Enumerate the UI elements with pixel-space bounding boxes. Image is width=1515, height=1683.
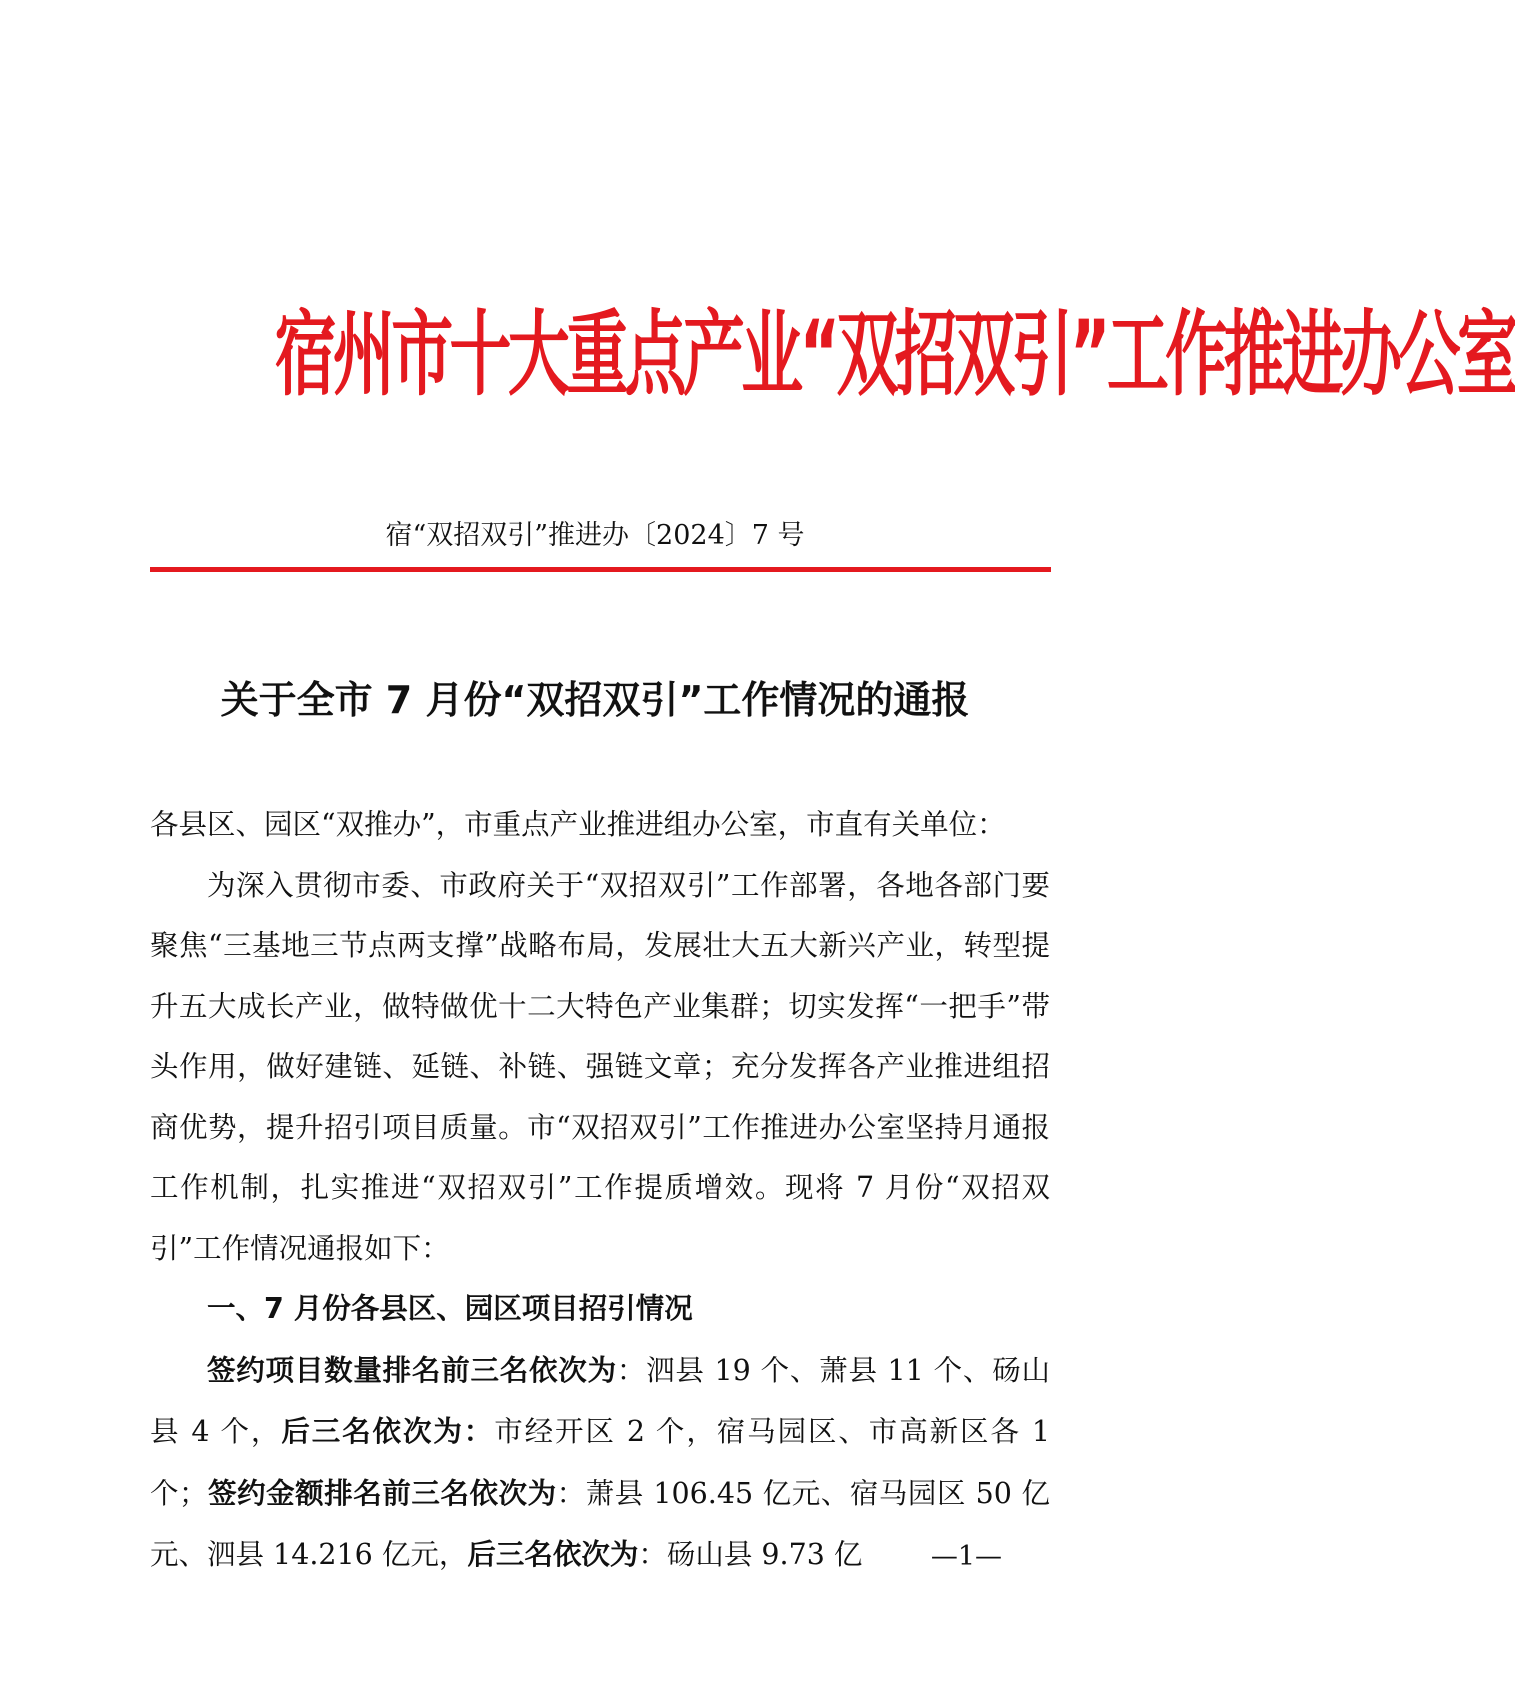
amount-top-label: 签约金额排名前三名依次为 <box>207 1475 557 1510</box>
red-divider-line <box>150 567 1051 572</box>
amount-top-text: ：萧县 106.45 亿元、宿马园区 50 亿元、泗县 14.216 亿元， <box>150 1476 1050 1571</box>
document-title: 关于全市 7 月份“双招双引”工作情况的通报 <box>220 678 970 722</box>
intro-paragraph: 为深入贯彻市委、市政府关于“双招双引”工作部署，各地各部门要聚焦“三基地三节点两支撑”战略布局，发展壮大五大新兴产业，转型提升五大成长产业，做特做优十二大特色产业集群；切实发挥“一把手”带头作用，做好建链、延链、补链、强链文章；充分发挥各产业推进组招商优势，提升招引项目质量。市“双招双引”工作推进办公室坚持月通报工作机制，扎实推进“双招双引”工作提质增效。现将 7 月份“双招双引”工作情况通报如下： <box>150 868 1050 1265</box>
count-bottom-text: 市经开区 2 个，宿马园区、市高新区各 1 个； <box>150 1415 1050 1510</box>
count-top-label: 签约项目数量排名前三名依次为 <box>207 1352 617 1387</box>
page-number: —1— <box>930 1541 1002 1572</box>
count-bottom-label: 后三名依次为： <box>281 1414 495 1448</box>
document-body <box>150 795 1050 1586</box>
count-top-text: ：泗县 19 个、萧县 11 个、砀山县 4 个， <box>150 1353 1050 1448</box>
issuing-office-masthead: 宿州市十大重点产业“双招双引”工作推进办公室 <box>274 301 1515 409</box>
amount-bottom-label: 后三名依次为 <box>467 1537 639 1571</box>
amount-bottom-text: ：砀山县 9.73 亿 <box>638 1538 863 1571</box>
salutation: 各县区、园区“双推办”，市重点产业推进组办公室，市直有关单位： <box>150 808 1006 841</box>
section-heading: 一、7 月份各县区、园区项目招引情况 <box>207 1292 693 1325</box>
document-number: 宿“双招双引”推进办〔2024〕7 号 <box>385 520 805 551</box>
